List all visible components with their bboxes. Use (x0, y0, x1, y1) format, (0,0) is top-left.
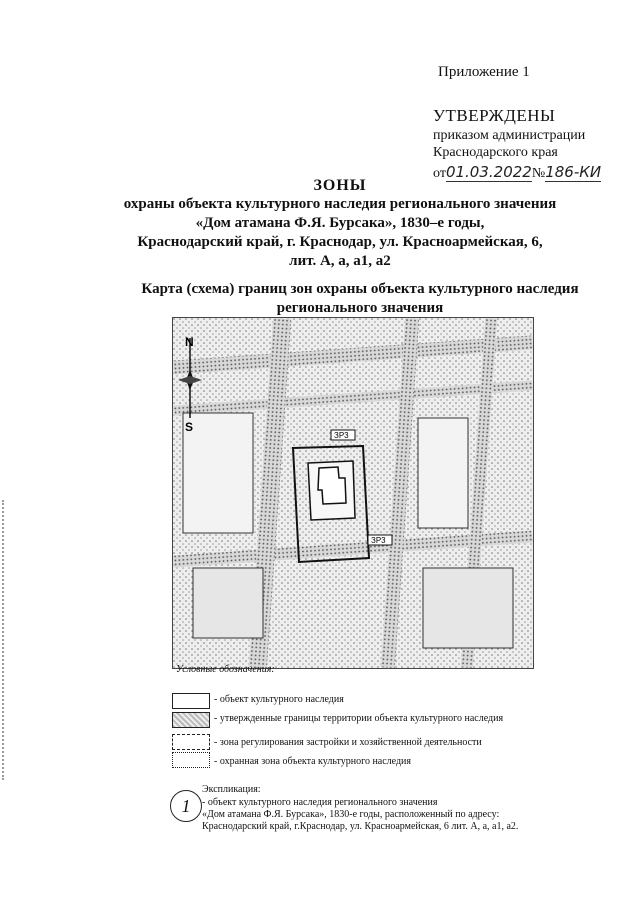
approved-heading: УТВЕРЖДЕНЫ (433, 106, 556, 125)
title-line-4: Краснодарский край, г. Краснодар, ул. Красноармейская, 6, (137, 234, 543, 250)
date-prefix: от (433, 166, 446, 181)
legend-label-regulation-zone: - зона регулирования застройки и хозяйственной деятельности (214, 737, 482, 748)
title-line-2: охраны объекта культурного наследия регионального значения (123, 196, 557, 212)
legend-swatch-heritage-object (172, 693, 210, 709)
map-drawing (173, 318, 533, 668)
scan-margin-marks (2, 500, 7, 780)
title-line-5: лит. А, а, а1, а2 (289, 253, 391, 269)
map-title-line-2: регионального значения (276, 300, 444, 316)
zone-label-2: ЗР3 (371, 536, 386, 545)
legend-title: Условные обозначения: (176, 664, 275, 675)
legend-swatch-regulation-zone (172, 734, 210, 750)
zone-label-1: ЗР3 (334, 431, 349, 440)
order-line-1: приказом администрации (433, 128, 586, 143)
document-title (120, 176, 560, 271)
explication-title: Экспликация: (202, 784, 261, 795)
legend-swatch-protection-zone (172, 752, 210, 768)
handwritten-number: 186-КИ (545, 163, 602, 181)
title-line-1: ЗОНЫ (313, 177, 367, 194)
compass-south-label: S (185, 420, 194, 434)
handwritten-date: 01.03.2022 (445, 163, 532, 181)
explication-line-2: «Дом атамана Ф.Я. Бурсака», 1830-е годы, расположенный по адресу: (202, 809, 500, 820)
explication-line-3: Краснодарский край, г.Краснодар, ул. Красноармейская, 6 лит. А, а, а1, а2. (202, 821, 519, 832)
appendix-label: Приложение 1 (438, 64, 530, 80)
explication-number: 1 (170, 790, 202, 822)
explication-text (202, 797, 582, 833)
map-title-line-1: Карта (схема) границ зон охраны объекта культурного наследия (141, 281, 579, 297)
legend-label-heritage-object: - объект культурного наследия (214, 694, 344, 705)
number-prefix: № (531, 166, 546, 181)
map-title (120, 280, 600, 318)
legend-swatch-territory (172, 712, 210, 728)
compass-north-label: N (185, 335, 194, 349)
legend-label-territory: - утвержденные границы территории объекта культурного наследия (214, 713, 504, 724)
title-line-3: «Дом атамана Ф.Я. Бурсака», 1830–е годы, (195, 215, 485, 231)
order-line-2: Краснодарского края (433, 145, 558, 160)
explication-line-1: - объект культурного наследия регионального значения (202, 797, 438, 808)
zone-map (172, 317, 534, 669)
legend-label-protection-zone: - охранная зона объекта культурного наследия (214, 756, 412, 767)
